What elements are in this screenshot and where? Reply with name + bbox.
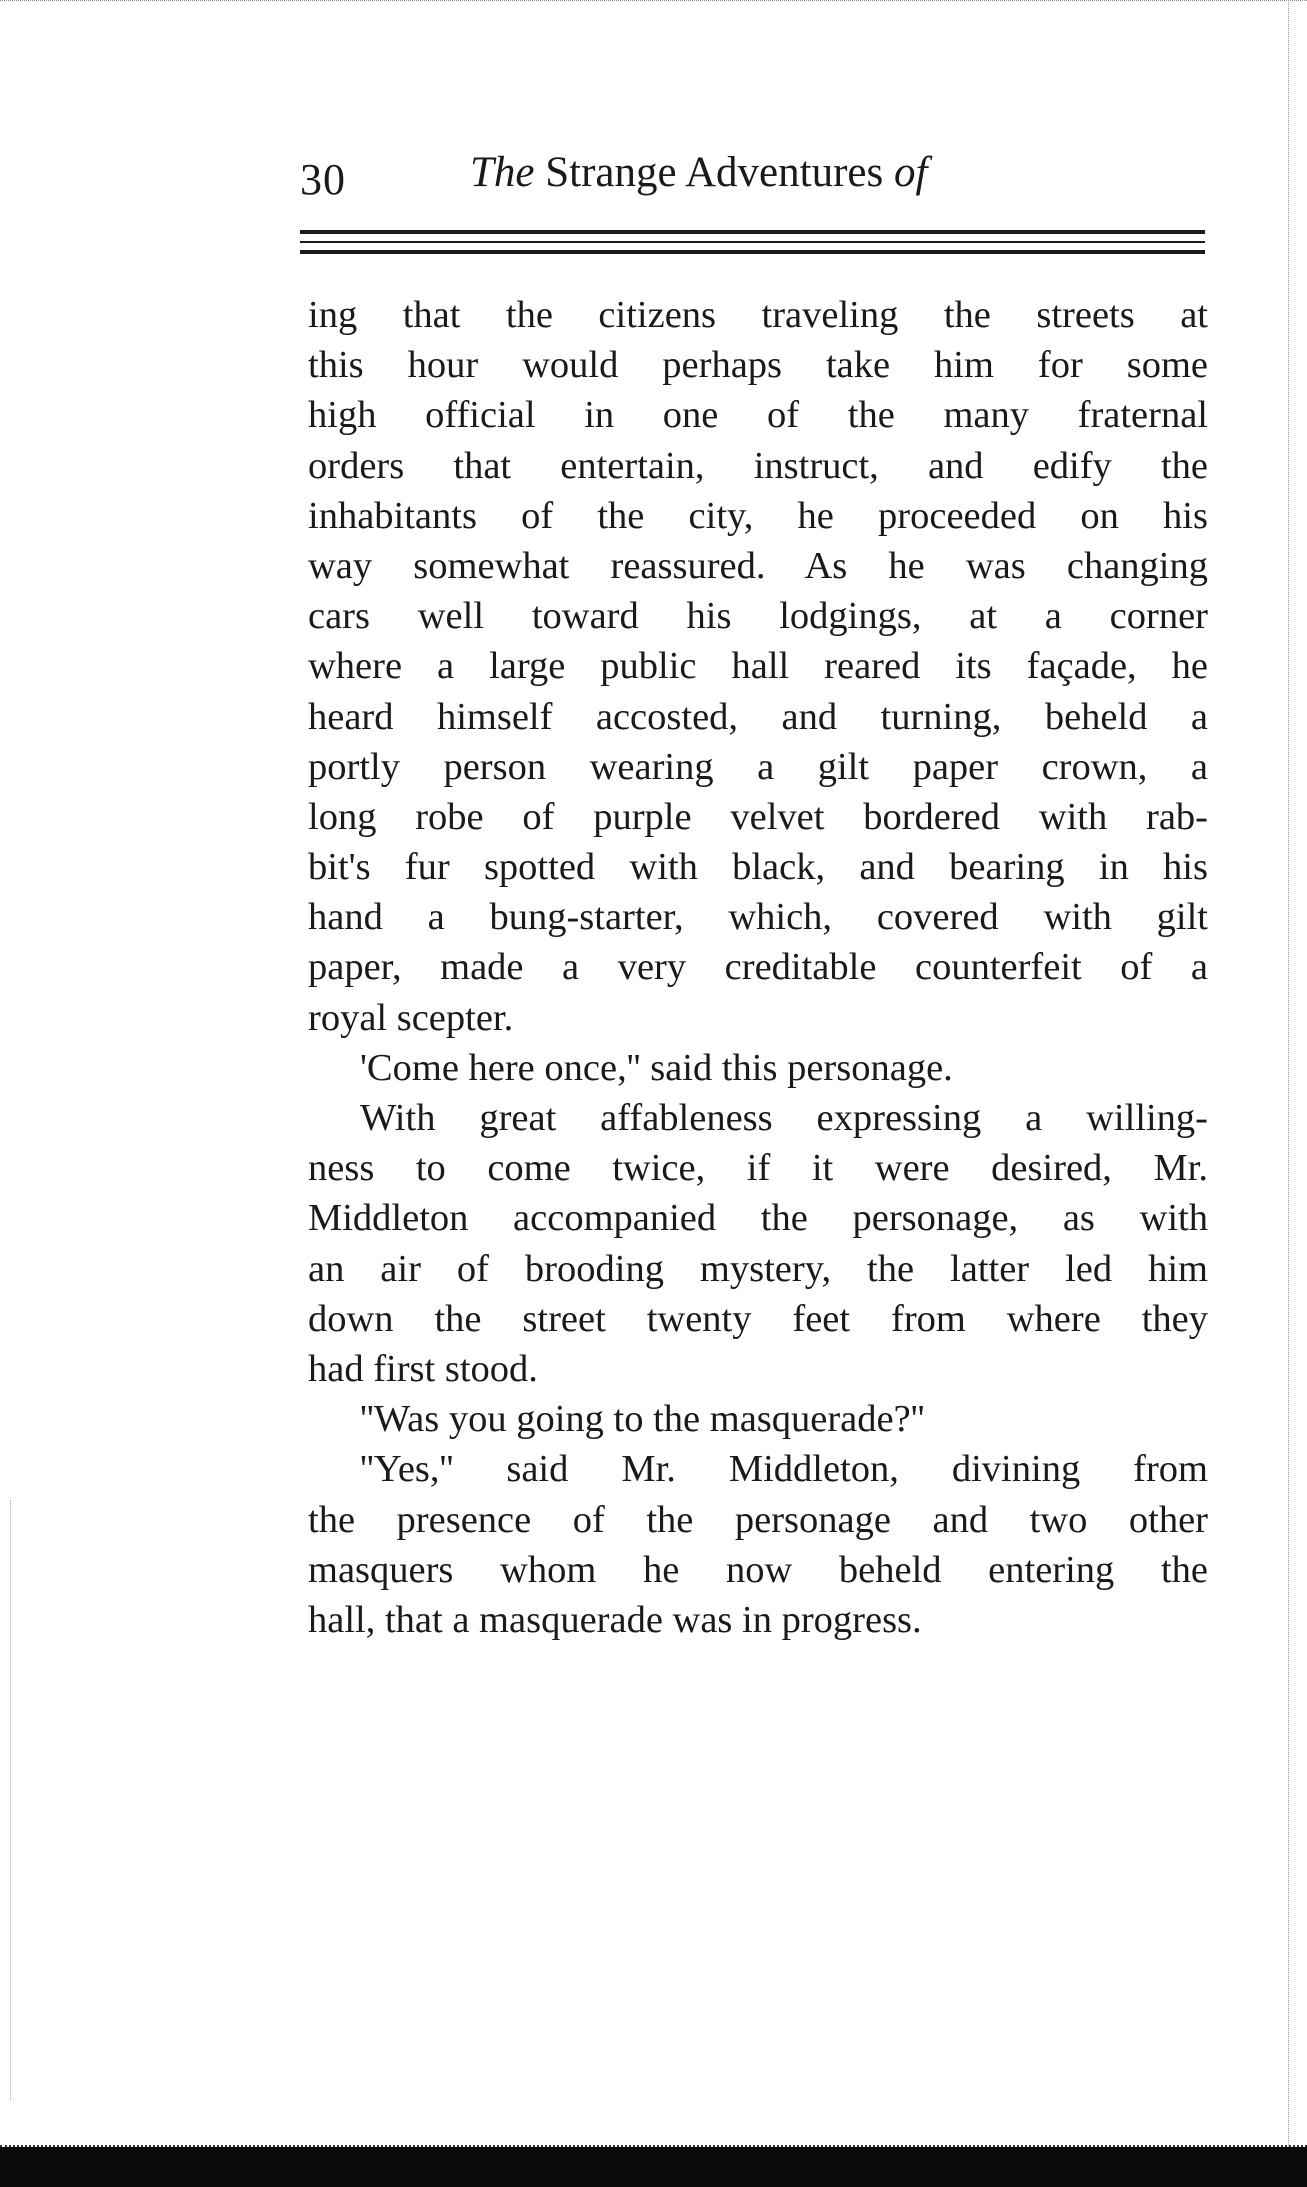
text-line: down the street twenty feet from where they (308, 1297, 1208, 1340)
text-line: portly person wearing a gilt paper crown, a (308, 745, 1208, 788)
text-line: ness to come twice, if it were desired, Mr. (308, 1147, 1208, 1190)
text-line: ''Was you going to the masquerade?'' (360, 1398, 925, 1441)
header-rule-bottom (300, 250, 1205, 254)
text-line: inhabitants of the city, he proceeded on his (308, 494, 1208, 537)
title-of: of (893, 149, 928, 196)
text-line: this hour would perhaps take him for some (308, 344, 1208, 387)
page-number: 30 (300, 155, 346, 204)
text-line: where a large public hall reared its façade, he (308, 645, 1208, 688)
text-line: masquers whom he now beheld entering the (308, 1548, 1208, 1591)
header-rule-top (300, 230, 1205, 234)
text-line: ''Yes,'' said Mr. Middleton, divining from (360, 1448, 1208, 1491)
text-line: long robe of purple velvet bordered with rab- (308, 795, 1208, 838)
text-line: heard himself accosted, and turning, beheld a (308, 695, 1208, 738)
text-line: Middleton accompanied the personage, as with (308, 1197, 1208, 1240)
text-line: had first stood. (308, 1347, 538, 1390)
page-edge-right (1288, 0, 1307, 2187)
title-the: The (470, 149, 535, 196)
running-head-title (470, 148, 927, 197)
scan-bottom-fringe (0, 2139, 1307, 2147)
body-text (308, 290, 1208, 1645)
text-line: With great affableness expressing a willing- (360, 1097, 1208, 1139)
text-line: the presence of the personage and two other (308, 1498, 1208, 1541)
text-line: paper, made a very creditable counterfeit of a (308, 946, 1208, 989)
text-line: way somewhat reassured. As he was changing (308, 544, 1208, 587)
title-main: Strange Adventures (545, 149, 884, 196)
text-line: ing that the citizens traveling the streets at (308, 294, 1208, 336)
text-line: hall, that a masquerade was in progress. (308, 1598, 922, 1641)
text-line: high official in one of the many fraternal (308, 394, 1208, 437)
text-line: 'Come here once,'' said this personage. (360, 1046, 953, 1089)
page-edge-left (0, 1500, 11, 2100)
text-line: an air of brooding mystery, the latter led him (308, 1247, 1208, 1290)
running-header (300, 148, 1200, 218)
text-line: bit's fur spotted with black, and bearing in his (308, 846, 1208, 889)
header-rule-middle (300, 241, 1205, 243)
text-line: hand a bung-starter, which, covered with gilt (308, 896, 1208, 939)
text-line: royal scepter. (308, 996, 514, 1039)
scan-bottom-band (0, 2147, 1307, 2187)
page-edge-top (0, 0, 1307, 9)
text-line: orders that entertain, instruct, and edify the (308, 444, 1208, 487)
text-line: cars well toward his lodgings, at a corner (308, 595, 1208, 638)
